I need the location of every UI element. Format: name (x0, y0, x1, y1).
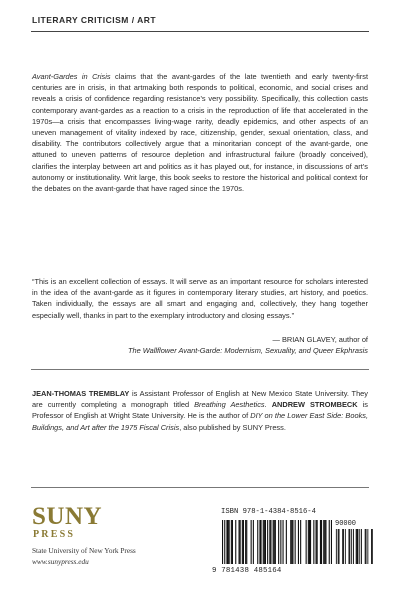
author2-text: is Professor of English at Wright State University. He is the author of (32, 400, 368, 421)
bottom-divider (31, 487, 369, 488)
description-text: claims that the avant-gardes of the late twentieth and early twenty-first centuries are in crisis, in that artmaking both responds to political, economic, and social crises and reveals a crisis of confidence regarding resistance’s very possibility. Specifically, this collection casts contemporary avant-gardes as a reaction to a crisis in the reproduction of life that accelerated in the 1970s—a crisis that encompasses living-wage rarity, deadly epidemics, and other aspects of an uneven management of vitality indexed by race, citizenship, gender, sexual orientation, class, and disability. The contributors collectively argue that a minoritarian concept of the avant-garde, one attuned to uneven patterns of resource depletion and infrastructural failure (broadly conceived), clarifies the interplay between art and politics as it has played out, for instance, in discussions of art’s autonomy or institutionality. Writ large, this book seeks to restore the historical and political context for the debates on the avant-garde that have raged since the 1970s. (32, 72, 369, 194)
author1-text: is Assistant Professor of English at New Mexico State University. They are currently completing a monograph titled (32, 389, 368, 410)
author2-book: DIY on the Lower East Side: Books, Buildings, and Art after the 1975 Fiscal Crisis (32, 411, 369, 432)
book-description (32, 71, 368, 194)
barcode (212, 520, 372, 578)
author-bios (32, 388, 368, 433)
publisher-name: State University of New York Press (32, 546, 136, 555)
top-divider (31, 31, 369, 32)
reviewer-book-title: The Wallflower Avant-Garde: Modernism, Sexuality, and Queer Ekphrasis (127, 346, 368, 356)
category-label: LITERARY CRITICISM / ART (32, 15, 157, 25)
author1-book: Breathing Aesthetics (194, 400, 265, 410)
publisher-logo (32, 504, 202, 576)
author2-end: , also published by SUNY Press. (179, 422, 286, 432)
barcode-main-bars (222, 520, 334, 564)
book-title: Avant-Gardes in Crisis (32, 72, 111, 81)
reviewer-line: — BRIAN GLAVEY, author of (272, 335, 368, 344)
price-code: 90000 (335, 520, 357, 528)
logo-press-text: PRESS (33, 529, 76, 540)
author2-name: ANDREW STROMBECK (271, 400, 358, 410)
author1-end: . (264, 400, 272, 410)
barcode-digits: 9 781438 485164 (212, 567, 282, 575)
middle-divider (31, 369, 369, 370)
isbn-text: ISBN 978-1-4384-8516-4 (221, 508, 316, 516)
logo-suny-text: SUNY (32, 503, 103, 530)
author1-name: JEAN-THOMAS TREMBLAY (32, 389, 130, 398)
barcode-price-bars (335, 529, 375, 564)
review-attribution (32, 334, 368, 356)
review-quote: “This is an excellent collection of essays. It will serve as an important resource for scholars interested in the idea of the avant-garde as it figures in contemporary literary studies, art history, and poetics. Taken individually, the essays are all smart and engaging and, collectively, they hang together especially well, thanks in part to the exemplary introductory and closing essays.” (32, 277, 368, 320)
publisher-url: www.sunypress.edu (32, 557, 89, 566)
